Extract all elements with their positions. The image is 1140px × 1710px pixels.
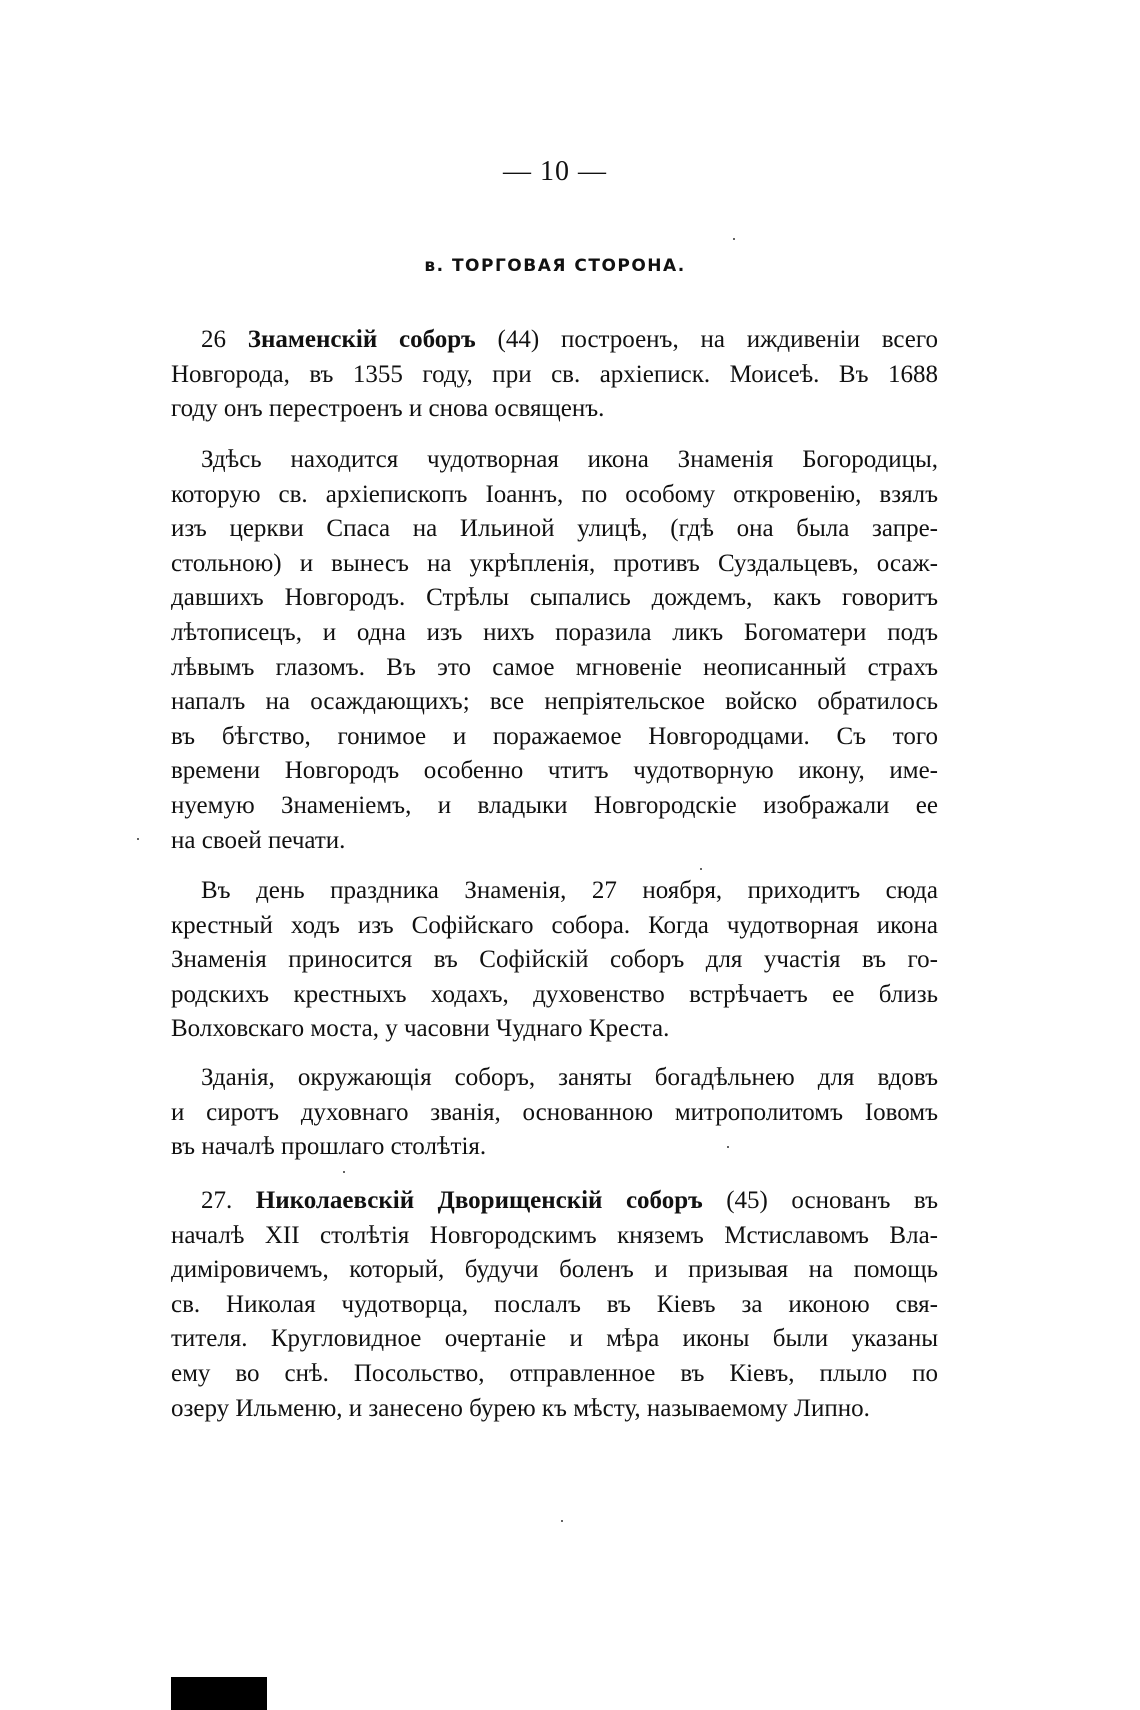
text-line	[171, 943, 938, 978]
text-line	[171, 685, 938, 720]
scan-speck	[733, 238, 735, 240]
text-line	[171, 909, 938, 944]
text-segment: и сиротъ духовнаго званія, основанною митрополитомъ Іовомъ	[171, 1098, 938, 1126]
text-line	[171, 1012, 938, 1047]
paragraph-miraculous-icon	[171, 443, 938, 858]
text-segment: изъ церкви Спаса на Ильиной улицѣ, (гдѣ она была запре-	[171, 515, 938, 543]
text-line	[171, 1130, 938, 1165]
scan-speck	[137, 838, 139, 840]
paragraph-feast-day	[171, 874, 938, 1047]
text-segment: Новгорода, въ 1355 году, при св. архіеписк. Моисеѣ. Въ 1688	[171, 360, 938, 388]
text-segment: которую св. архіепископъ Іоаннъ, по особому откровенію, взялъ	[171, 480, 938, 508]
text-line	[171, 1096, 938, 1131]
text-line	[171, 512, 938, 547]
text-segment: въ началѣ прошлаго столѣтія.	[171, 1133, 487, 1161]
text-segment: Знаменія приносится въ Софійскій соборъ для участія въ го-	[171, 946, 938, 974]
text-line	[171, 789, 938, 824]
text-segment: 26	[201, 326, 248, 353]
text-line	[171, 547, 938, 582]
text-segment: году онъ перестроенъ и снова освященъ.	[171, 395, 605, 423]
text-segment: лѣвымъ глазомъ. Въ это самое мгновеніе неописанный страхъ	[171, 653, 938, 681]
text-line	[171, 581, 938, 616]
text-segment: тителя. Кругловидное очертаніе и мѣра иконы были указаны	[171, 1325, 938, 1353]
paragraph-nikolaevsky-cathedral	[171, 1184, 938, 1426]
text-segment: Здѣсь находится чудотворная икона Знаменія Богородицы,	[201, 446, 938, 473]
bold-title: Николаевскій Дворищенскій соборъ	[255, 1187, 703, 1214]
scan-speck	[343, 1171, 345, 1173]
text-line	[171, 392, 938, 427]
text-line	[171, 358, 938, 393]
text-line	[171, 1288, 938, 1323]
text-line	[171, 443, 938, 478]
text-line	[171, 720, 938, 755]
text-segment: Волховскаго моста, у часовни Чуднаго Креста.	[171, 1015, 670, 1043]
text-segment: давшихъ Новгородъ. Стрѣлы сыпались дождемъ, какъ говоритъ	[171, 584, 938, 612]
text-segment: времени Новгородъ особенно чтитъ чудотворную икону, име-	[171, 757, 938, 785]
page-number: — 10 —	[503, 156, 607, 187]
text-segment: началѣ XII столѣтія Новгородскимъ княземъ Мстиславомъ Вла-	[171, 1221, 938, 1249]
text-segment: ему во снѣ. Посольство, отправленное въ Кіевъ, плыло по	[171, 1359, 938, 1387]
text-segment: озеру Ильменю, и занесено бурею къ мѣсту, называемому Липно.	[171, 1394, 870, 1422]
scan-speck	[727, 1146, 729, 1148]
text-segment: диміровичемъ, который, будучи боленъ и призывая на помощь	[171, 1256, 938, 1284]
paragraph-almshouse	[171, 1061, 938, 1165]
text-segment: (45) основанъ въ	[702, 1187, 938, 1214]
text-line	[171, 1184, 938, 1219]
scan-speck	[700, 868, 702, 870]
section-title: в. ТОРГОВАЯ СТОРОНА.	[424, 256, 686, 276]
scan-speck	[561, 1520, 563, 1522]
text-line	[171, 651, 938, 686]
bold-title: Знаменскій соборъ	[247, 326, 476, 353]
text-line	[171, 478, 938, 513]
text-segment: нуемую Знаменіемъ, и владыки Новгородскіе изображали ее	[171, 791, 938, 819]
text-segment: родскихъ крестныхъ ходахъ, духовенство встрѣчаетъ ее близь	[171, 980, 938, 1008]
text-segment: стольною) и вынесъ на укрѣпленія, противъ Суздальцевъ, осаж-	[171, 549, 938, 577]
text-segment: 27.	[201, 1187, 256, 1214]
text-line	[171, 1392, 938, 1427]
text-segment: на своей печати.	[171, 826, 346, 854]
text-line	[171, 754, 938, 789]
text-line	[171, 824, 938, 859]
text-line	[171, 1253, 938, 1288]
scan-black-mark	[171, 1677, 267, 1710]
text-segment: напалъ на осаждающихъ; все непріятельское войско обратилось	[171, 688, 938, 716]
text-segment: крестный ходъ изъ Софійскаго собора. Когда чудотворная икона	[171, 911, 938, 939]
text-segment: Въ день праздника Знаменія, 27 ноября, приходитъ сюда	[201, 877, 938, 904]
text-line	[171, 1061, 938, 1096]
paragraph-znamensky-cathedral	[171, 323, 938, 427]
text-segment: Зданія, окружающія соборъ, заняты богадѣльнею для вдовъ	[201, 1064, 938, 1091]
text-segment: (44) построенъ, на иждивеніи всего	[475, 326, 938, 353]
text-line	[171, 323, 938, 358]
text-segment: въ бѣгство, гонимое и поражаемое Новгородцами. Съ того	[171, 722, 938, 750]
text-segment: св. Николая чудотворца, послалъ въ Кіевъ за иконою свя-	[171, 1290, 938, 1318]
text-segment: лѣтописецъ, и одна изъ нихъ поразила ликъ Богоматери подъ	[171, 618, 938, 646]
text-line	[171, 1219, 938, 1254]
text-line	[171, 874, 938, 909]
text-line	[171, 616, 938, 651]
text-line	[171, 1357, 938, 1392]
text-line	[171, 1322, 938, 1357]
text-line	[171, 978, 938, 1013]
